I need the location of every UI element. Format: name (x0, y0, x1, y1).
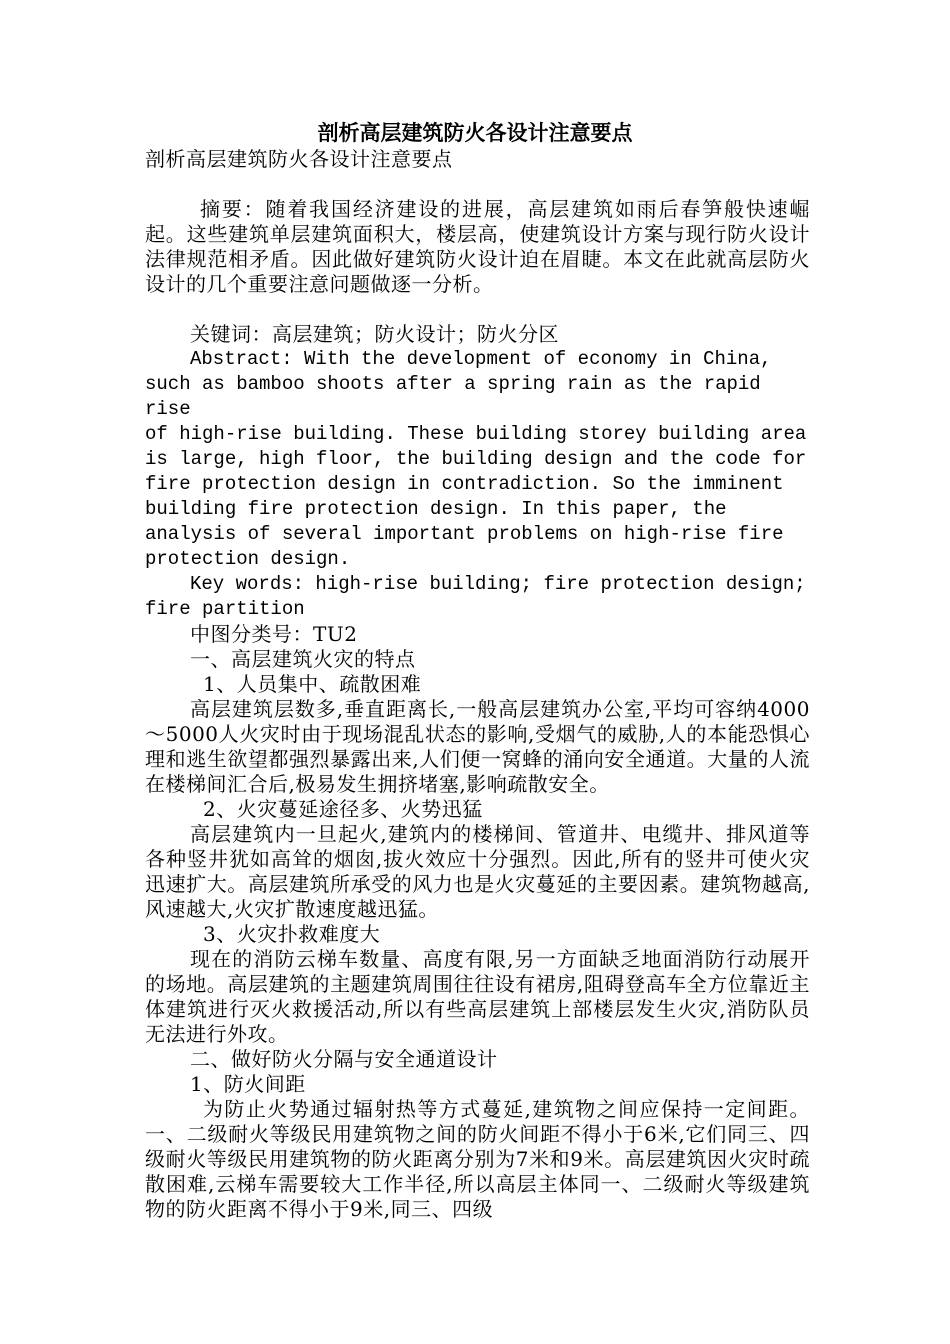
document-subtitle: 剖析高层建筑防火各设计注意要点 (145, 147, 453, 171)
subsection-2-1-body: 为防止火势通过辐射热等方式蔓延,建筑物之间应保持一定间距。一、二级耐火等级民用建筑物之间的防火间距不得小于6米,它们同三、四级耐火等级民用建筑物的防火距离分别为7米和9米。高层建筑因火灾时疏散困难,云梯车需要较大工作半径,所以高层主体同一、二级耐火等级建筑物的防火距离不得小于9米,同三、四级 (145, 1097, 810, 1221)
keywords-en: Key words: high-rise building; fire protection design; fire partition (145, 573, 806, 620)
classification-code: 中图分类号：TU2 (190, 622, 358, 646)
subsection-1-3-heading: 3、火灾扑救难度大 (203, 922, 381, 946)
subsection-1-1-heading: 1、人员集中、疏散困难 (203, 672, 422, 696)
subsection-1-3-body: 现在的消防云梯车数量、高度有限,另一方面缺乏地面消防行动展开的场地。高层建筑的主题建筑周围往往设有裙房,阻碍登高车全方位靠近主体建筑进行灭火救援活动,所以有些高层建筑上部楼层发生火灾,消防队员无法进行外攻。 (145, 947, 810, 1046)
document-body (145, 147, 810, 1222)
subsection-2-1-heading: 1、防火间距 (190, 1072, 306, 1096)
subsection-1-2-heading: 2、火灾蔓延途径多、火势迅猛 (203, 797, 483, 821)
subsection-1-1-body: 高层建筑层数多,垂直距离长,一般高层建筑办公室,平均可容纳4000～5000人火灾时由于现场混乱状态的影响,受烟气的威胁,人的本能恐惧心理和逃生欲望都强烈暴露出来,人们便一窝蜂的涌向安全通道。大量的人流在楼梯间汇合后,极易发生拥挤堵塞,影响疏散安全。 (145, 697, 810, 796)
keywords-cn: 关键词：高层建筑；防火设计；防火分区 (190, 322, 559, 346)
abstract-en: Abstract: With the development of economy in China, such as bamboo shoots after a spring rain as the rapid rise of high-rise building. These building storey building area is large, high floor, the building design and the code for fire protection design in contradiction. So the imminent building fire protection design. In this paper, the analysis of several important problems on high-rise fire protection design. (145, 348, 807, 570)
subsection-1-2-body: 高层建筑内一旦起火,建筑内的楼梯间、管道井、电缆井、排风道等各种竖井犹如高耸的烟囱,拔火效应十分强烈。因此,所有的竖井可使火灾迅速扩大。高层建筑所承受的风力也是火灾蔓延的主要因素。建筑物越高,风速越大,火灾扩散速度越迅猛。 (145, 822, 810, 921)
section-1-heading: 一、高层建筑火灾的特点 (190, 647, 416, 671)
abstract-cn: 摘要：随着我国经济建设的进展，高层建筑如雨后春笋般快速崛起。这些建筑单层建筑面积大，楼层高，使建筑设计方案与现行防火设计法律规范相矛盾。因此做好建筑防火设计迫在眉睫。本文在此就高层防火设计的几个重要注意问题做逐一分析。 (145, 197, 810, 296)
section-2-heading: 二、做好防火分隔与安全通道设计 (190, 1047, 498, 1071)
document-title: 剖析高层建筑防火各设计注意要点 (317, 120, 633, 145)
